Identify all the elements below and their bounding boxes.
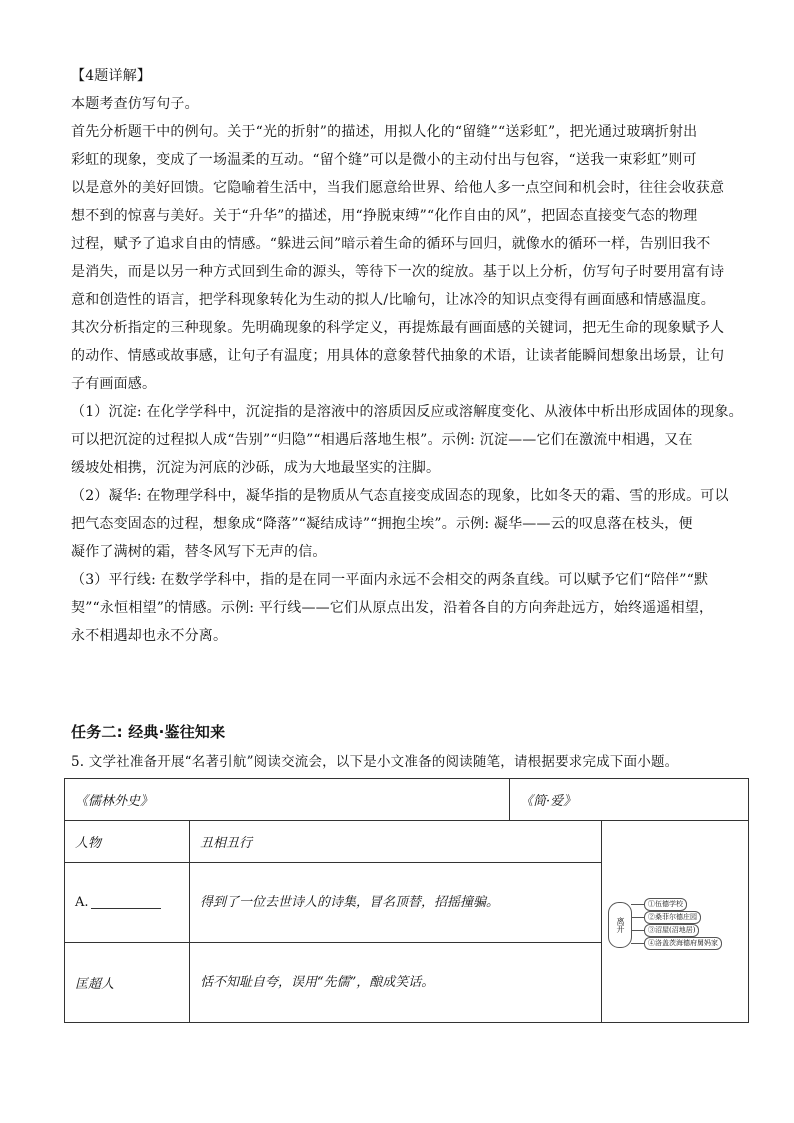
book-title-rulin: 《儒林外史》: [65, 779, 510, 821]
row-a-label-cell: [65, 863, 190, 943]
analysis-line: 过程，赋予了追求自由的情感。“躲进云间”暗示着生命的循环与回归，就像水的循环一样，告别旧我不: [71, 236, 711, 252]
analysis-line: 首先分析题干中的例句。关于“光的折射”的描述，用拟人化的“留缝”“送彩虹”，把光通过玻璃折射出: [71, 124, 698, 140]
mindmap-node: ③沼屋(沼地居): [644, 924, 699, 937]
header-person: 人物: [65, 821, 190, 863]
answer-blank[interactable]: [91, 896, 161, 909]
item-parallel-lines: 永不相遇却也永不分离。: [71, 628, 228, 644]
mindmap-connector: [631, 904, 644, 905]
mindmap: [606, 872, 744, 972]
item-precipitation: 缓坡处相携，沉淀为河底的沙砾，成为大地最坚实的注脚。: [71, 460, 441, 476]
reading-notes-table: [64, 778, 749, 1023]
detail-header: 【4题详解】: [71, 68, 152, 84]
row-kuang-chaoren-label: 匡超人: [65, 943, 190, 1023]
method-line: 子有画面感。: [71, 376, 157, 392]
item-precipitation: （1）沉淀: 在化学学科中，沉淀指的是溶液中的溶质因反应或溶解度变化、从液体中析出形成固体的现象。: [71, 404, 743, 420]
mindmap-connector: [631, 917, 644, 918]
mindmap-root: 离开: [608, 902, 632, 948]
analysis-line: 想不到的惊喜与美好。关于“升华”的描述，用“挣脱束缚”“化作自由的风”，把固态直接变气态的物理: [71, 208, 698, 224]
row-a-label: A.: [75, 895, 89, 910]
mindmap-node: ②桑菲尔德庄园: [644, 911, 701, 924]
intro-line: 本题考查仿写句子。: [71, 96, 199, 112]
analysis-line: 是消失，而是以另一种方式回到生命的源头，等待下一次的绽放。基于以上分析，仿写句子时要用富有诗: [71, 264, 725, 280]
book-title-jane-eyre: 《简·爱》: [510, 779, 749, 821]
mindmap-cell: [602, 821, 749, 1023]
mindmap-node: ④洛盖茨海德府舅妈家: [644, 937, 722, 950]
item-parallel-lines: 契”“永恒相望”的情感。示例: 平行线——它们从原点出发，沿着各自的方向奔赴远方，始终遥遥相望，: [71, 600, 714, 616]
mindmap-connector: [631, 930, 644, 931]
detail-section: [71, 62, 743, 650]
task-title: 任务二: 经典·鉴往知来: [71, 723, 226, 741]
analysis-line: 以是意外的美好回馈。它隐喻着生活中，当我们愿意给世界、给他人多一点空间和机会时，往往会收获意: [71, 180, 725, 196]
item-precipitation: 可以把沉淀的过程拟人成“告别”“归隐”“相遇后落地生根”。示例: 沉淀——它们在激流中相遇，又在: [71, 432, 693, 448]
analysis-line: 彩虹的现象，变成了一场温柔的互动。“留个缝”可以是微小的主动付出与包容，“送我一束彩虹”则可: [71, 152, 697, 168]
header-trait: 丑相丑行: [190, 821, 602, 863]
mindmap-node: ①伍德学校: [644, 898, 687, 911]
mindmap-connector: [631, 943, 644, 944]
row-a-trait: 得到了一位去世诗人的诗集，冒名顶替，招摇撞骗。: [190, 863, 602, 943]
analysis-line: 意和创造性的语言，把学科现象转化为生动的拟人/比喻句，让冰冷的知识点变得有画面感和情感温度。: [71, 292, 715, 308]
question-5: 5. 文学社准备开展“名著引航”阅读交流会，以下是小文准备的阅读随笔，请根据要求完成下面小题。: [71, 754, 679, 770]
method-line: 的动作、情感或故事感，让句子有温度；用具体的意象替代抽象的术语，让读者能瞬间想象出场景，让句: [71, 348, 725, 364]
item-deposition: 把气态变固态的过程，想象成“降落”“凝结成诗”“拥抱尘埃”。示例: 凝华——云的叹息落在枝头，便: [71, 516, 693, 532]
row-kuang-chaoren-trait: 恬不知耻自夸，误用“先儒”，酿成笑话。: [190, 943, 602, 1023]
item-parallel-lines: （3）平行线: 在数学学科中，指的是在同一平面内永远不会相交的两条直线。可以赋予它们“陪伴”“默: [71, 572, 709, 588]
item-deposition: （2）凝华: 在物理学科中，凝华指的是物质从气态直接变成固态的现象，比如冬天的霜、雪的形成。可以: [71, 488, 729, 504]
method-line: 其次分析指定的三种现象。先明确现象的科学定义，再提炼最有画面感的关键词，把无生命的现象赋予人: [71, 320, 725, 336]
item-deposition: 凝作了满树的霜，替冬风写下无声的信。: [71, 544, 327, 560]
